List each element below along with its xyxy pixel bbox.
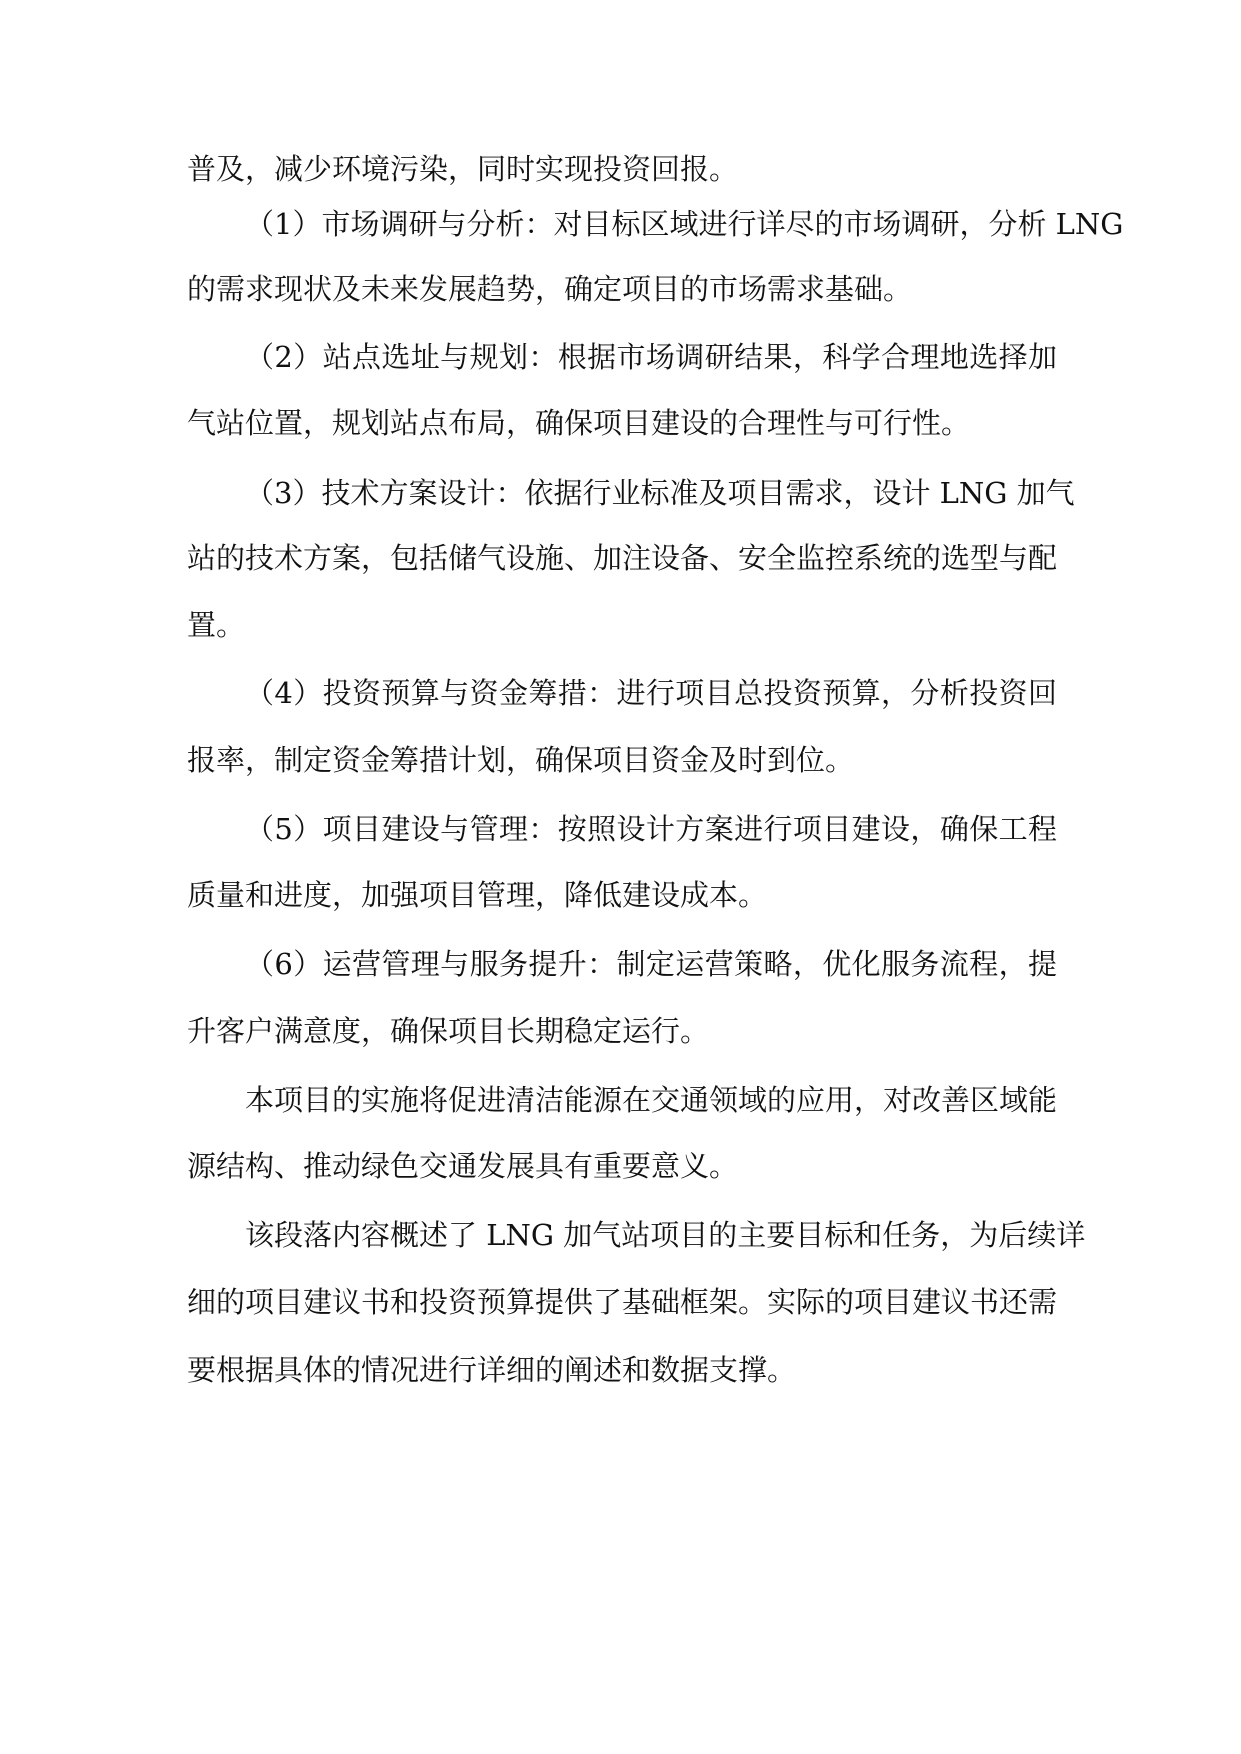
text-line: 升客户满意度，确保项目长期稳定运行。 xyxy=(187,1014,710,1048)
text-line: （6）运营管理与服务提升：制定运营策略，优化服务流程，提 xyxy=(245,947,1057,981)
text-line: 置。 xyxy=(187,608,246,642)
text-line: 气站位置，规划站点布局，确保项目建设的合理性与可行性。 xyxy=(187,406,971,440)
text-line: 报率，制定资金筹措计划，确保项目资金及时到位。 xyxy=(187,743,855,777)
text-line: 要根据具体的情况进行详细的阐述和数据支撑。 xyxy=(187,1353,797,1387)
text-line: （3）技术方案设计：依据行业标准及项目需求，设计 LNG 加气 xyxy=(245,476,1075,510)
text-line: （1）市场调研与分析：对目标区域进行详尽的市场调研，分析 LNG xyxy=(245,207,1124,241)
text-line: （5）项目建设与管理：按照设计方案进行项目建设，确保工程 xyxy=(245,812,1057,846)
text-line: （2）站点选址与规划：根据市场调研结果，科学合理地选择加 xyxy=(245,340,1057,374)
text-line: 源结构、推动绿色交通发展具有重要意义。 xyxy=(187,1149,739,1183)
text-line: 站的技术方案，包括储气设施、加注设备、安全监控系统的选型与配 xyxy=(187,541,1058,575)
text-line: 细的项目建议书和投资预算提供了基础框架。实际的项目建议书还需 xyxy=(187,1285,1058,1319)
text-line: 该段落内容概述了 LNG 加气站项目的主要目标和任务，为后续详 xyxy=(245,1218,1086,1252)
text-line: （4）投资预算与资金筹措：进行项目总投资预算，分析投资回 xyxy=(245,676,1057,710)
text-line: 质量和进度，加强项目管理，降低建设成本。 xyxy=(187,878,768,912)
text-line: 的需求现状及未来发展趋势，确定项目的市场需求基础。 xyxy=(187,272,913,306)
text-line: 普及，减少环境污染，同时实现投资回报。 xyxy=(187,152,739,186)
text-line: 本项目的实施将促进清洁能源在交通领域的应用，对改善区域能 xyxy=(245,1083,1058,1117)
